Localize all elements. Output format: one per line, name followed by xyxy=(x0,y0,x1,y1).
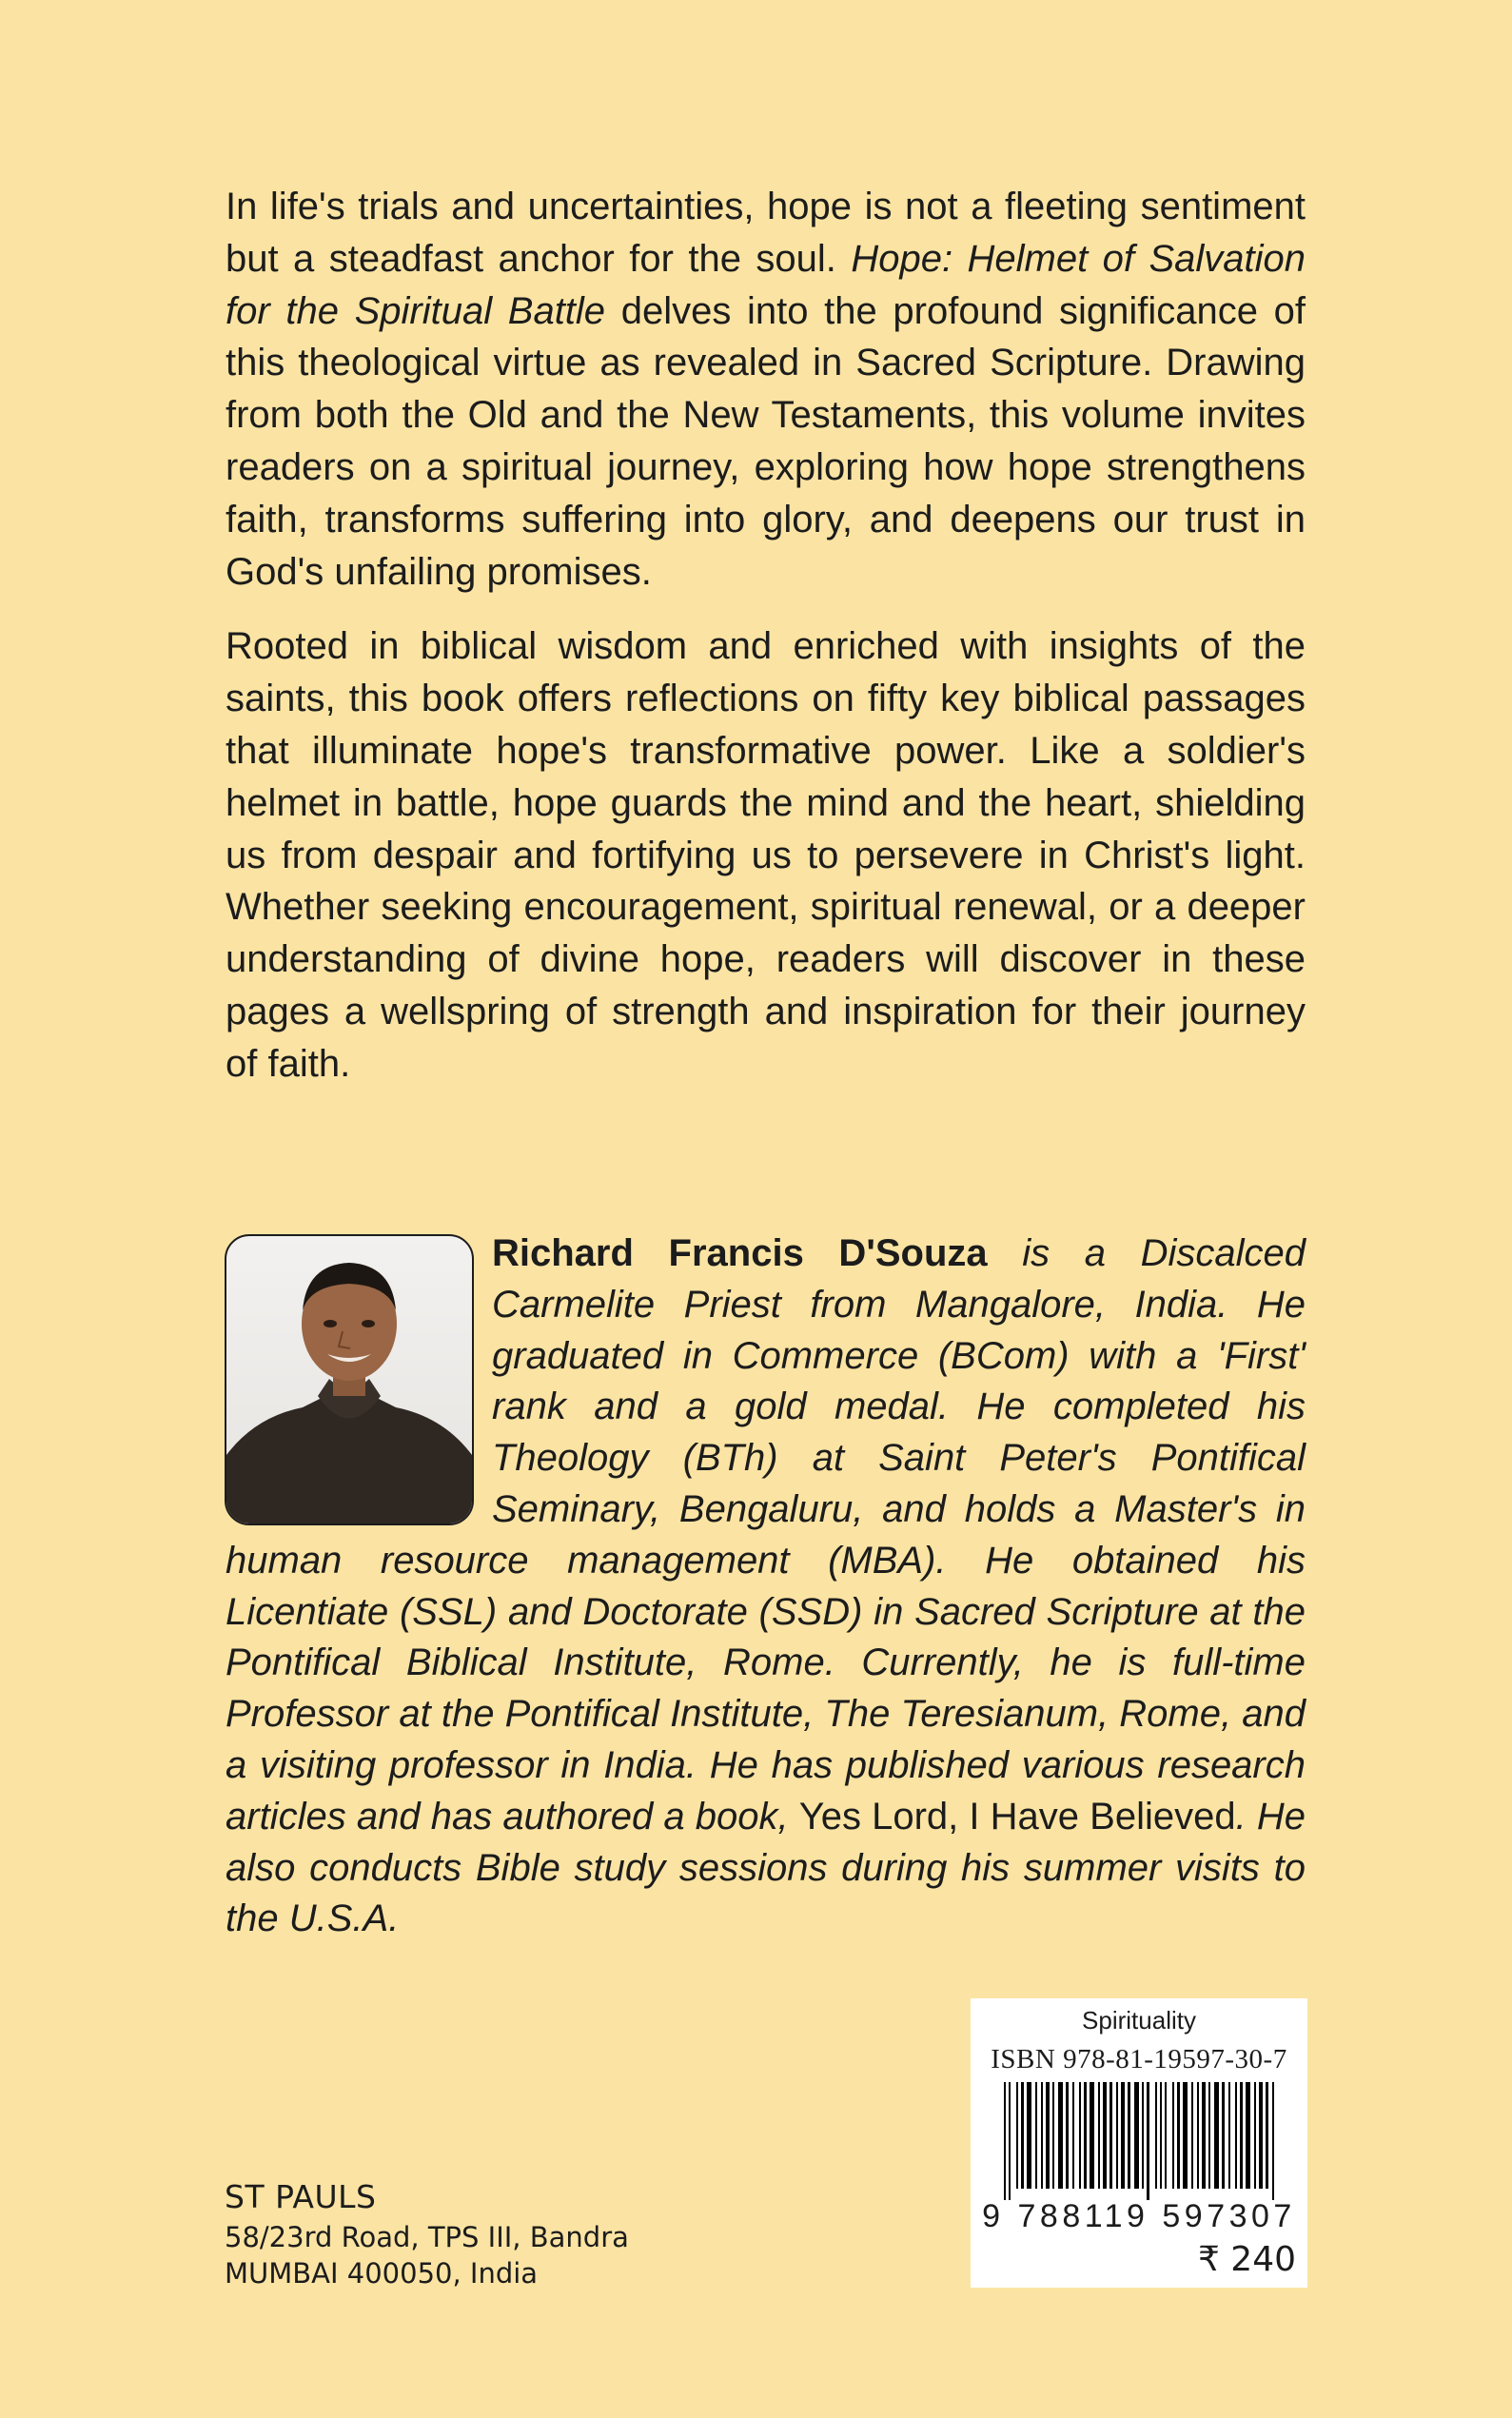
barcode-bar xyxy=(1046,2082,1050,2189)
category-label: Spirituality xyxy=(1082,2006,1196,2035)
barcode-bar xyxy=(1208,2082,1210,2189)
barcode-bar xyxy=(1266,2082,1268,2189)
barcode-bar xyxy=(1079,2082,1081,2189)
barcode-bar xyxy=(1235,2082,1237,2189)
barcode-bar xyxy=(1240,2082,1243,2189)
barcode-bar xyxy=(1254,2082,1256,2189)
author-bio-text-2: . He also conducts Bible study sessions during his summer visits to the U.S.A. xyxy=(226,1795,1306,1940)
barcode-bar xyxy=(1016,2082,1018,2189)
author-bio-text-1: is a Discalced Carmelite Priest from Mangalore, India. He graduated in Commerce (BCom) with a 'First' rank and a gold medal. He completed his Theology (BTh) at Saint Peter's Pontifical Seminary, Bengaluru, and holds a Master's in human resource management (MBA). He obtained his Licentiate (SSL) and Doctorate (SSD) in Sacred Scripture at the Pontifical Biblical Institute, Rome. Currently, he is full-time Professor at the Pontifical Institute, The Teresianum, Rome, and a visiting professor in India. He has published various research articles and has authored a book, xyxy=(226,1232,1306,1838)
author-name: Richard Francis D'Souza xyxy=(492,1232,988,1274)
barcode-bar xyxy=(1134,2082,1139,2189)
blurb-paragraph-2: Rooted in biblical wisdom and enriched with insights of the saints, this book offers reflections on fifty key biblical passages that illuminate hope's transformative power. Like a soldier's helmet in battle, hope guards the mind and the heart, shielding us from despair and fortifying us to persevere in Christ's light. Whether seeking encouragement, spiritual renewal, or a deeper understanding of divine hope, readers will discover in these pages a wellspring of strength and inspiration for their journey of faith. xyxy=(226,625,1306,1085)
barcode-bar xyxy=(1214,2082,1219,2189)
book-title: Hope: Helmet of Salvation for the Spiritual Battle xyxy=(226,237,1306,332)
blurb-p1-rest: delves into the profound significance of this theological virtue as revealed in Sacred Scripture. Drawing from both the Old and the New Testaments, this volume invites readers on a spiritual journey, exploring how hope strengthens faith, transforms suffering into glory, and deepens our trust in God's unfailing promises. xyxy=(226,289,1306,593)
publisher-address-line-1: 58/23rd Road, TPS III, Bandra xyxy=(225,2221,629,2253)
barcode-digits: 9 788119 597307 xyxy=(982,2198,1296,2234)
barcode-bar xyxy=(1177,2082,1180,2189)
back-cover-blurb xyxy=(226,181,1306,1091)
barcode-bar xyxy=(1041,2082,1043,2189)
barcode-bar xyxy=(1155,2082,1157,2189)
barcode-bar xyxy=(1128,2082,1130,2189)
publisher-block xyxy=(225,2179,629,2291)
barcode-bar xyxy=(1272,2082,1274,2200)
barcode-bar xyxy=(1142,2082,1144,2189)
barcode-bar xyxy=(1035,2082,1037,2189)
barcode-bar xyxy=(1109,2082,1112,2189)
barcode-bar xyxy=(1027,2082,1031,2189)
barcode-bar xyxy=(1165,2082,1167,2189)
isbn-label: ISBN 978-81-19597-30-7 xyxy=(991,2044,1287,2074)
barcode-bar xyxy=(1246,2082,1250,2189)
barcode-bar xyxy=(1160,2082,1162,2189)
publisher-name: ST PAULS xyxy=(225,2178,377,2215)
barcode-bar xyxy=(1103,2082,1107,2189)
photo-wrap-space xyxy=(226,1229,492,1535)
barcode-icon xyxy=(1004,2082,1274,2200)
barcode-bar xyxy=(1072,2082,1074,2189)
barcode-bar xyxy=(1202,2082,1206,2189)
barcode-bar xyxy=(1147,2082,1149,2200)
author-bio xyxy=(226,1229,1306,1945)
blurb-paragraph-1 xyxy=(226,181,1306,598)
barcode-bar xyxy=(1191,2082,1193,2189)
barcode-panel xyxy=(971,1998,1307,2288)
publisher-address-line-2: MUMBAI 400050, India xyxy=(225,2257,539,2290)
barcode-bar xyxy=(1222,2082,1225,2189)
price-label: ₹ 240 xyxy=(1197,2240,1296,2279)
barcode-bar xyxy=(1228,2082,1230,2189)
barcode-bar xyxy=(1098,2082,1100,2189)
barcode-bar xyxy=(1058,2082,1063,2189)
barcode-bar xyxy=(1052,2082,1054,2189)
blurb-p1-lead: In life's trials and uncertainties, hope is not a fleeting sentiment but a steadfast anchor for the soul. xyxy=(226,186,1306,280)
barcode-bar xyxy=(1259,2082,1263,2189)
barcode-bar xyxy=(1121,2082,1125,2189)
barcode-bar xyxy=(1197,2082,1199,2189)
barcode-bar xyxy=(1090,2082,1094,2189)
barcode-bar xyxy=(1066,2082,1069,2189)
barcode-bar xyxy=(1116,2082,1118,2189)
barcode-bar xyxy=(1172,2082,1174,2189)
barcode-bar xyxy=(1084,2082,1087,2189)
barcode-bar xyxy=(1183,2082,1188,2189)
author-book-title: Yes Lord, I Have Believed xyxy=(798,1795,1236,1838)
barcode-bar xyxy=(1009,2082,1011,2200)
barcode-bar xyxy=(1021,2082,1024,2189)
barcode-bar xyxy=(1004,2082,1006,2200)
